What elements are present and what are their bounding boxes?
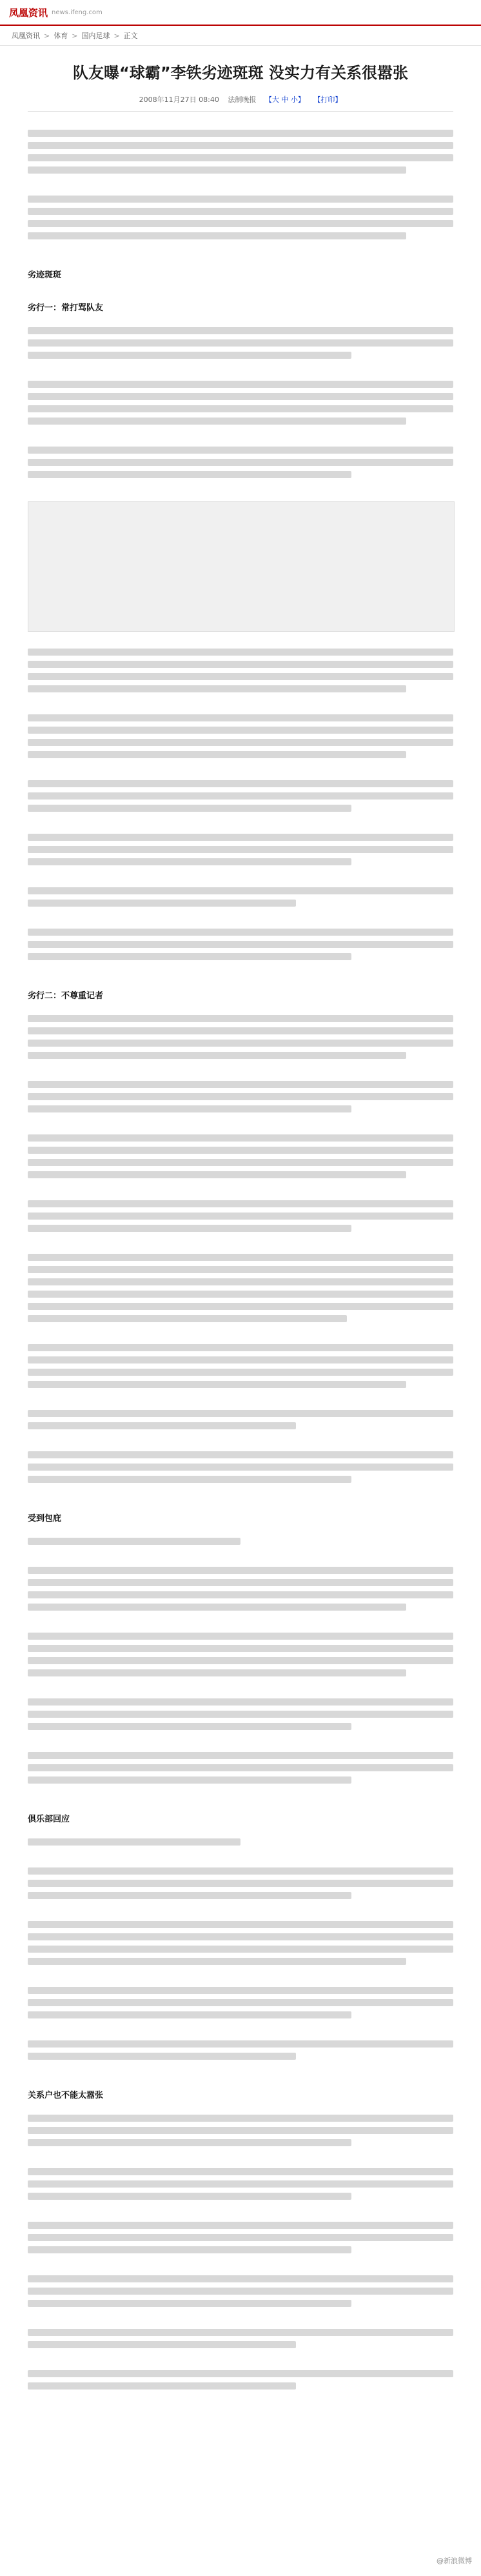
site-header [0,0,481,26]
article-paragraph [28,882,453,912]
article-meta [28,94,453,112]
article-paragraph [28,643,453,698]
article-paragraph [28,1010,453,1064]
article-paragraph [28,2324,453,2353]
article-image [28,501,455,632]
article-paragraph [28,2365,453,2395]
article-paragraph [28,2217,453,2259]
article-paragraph [28,1405,453,1434]
breadcrumb: 凤凰资讯 > 体育 > 国内足球 > 正文 [0,26,481,46]
article [28,46,453,2406]
article-paragraph [28,2109,453,2151]
article-paragraph [28,1562,453,1616]
breadcrumb-item[interactable]: 国内足球 [81,32,110,40]
article-paragraph [28,775,453,817]
article-paragraph [28,923,453,965]
article-paragraph [28,1195,453,1237]
article-paragraph [28,829,453,870]
section-subhead: 劣迹斑斑 [28,270,62,280]
article-paragraph [28,2035,453,2065]
article-date: 2008年11月27日 08:40 [139,96,219,104]
article-source[interactable]: 法制晚报 [228,96,257,104]
article-paragraph [28,441,453,483]
watermark: @新浪微博 [437,2557,472,2565]
article-paragraph [28,1446,453,1488]
article-paragraph [28,376,453,430]
article-paragraph [28,2163,453,2205]
article-paragraph [28,1533,453,1550]
breadcrumb-item[interactable]: 凤凰资讯 [12,32,40,40]
article-paragraph [28,1747,453,1789]
article-paragraph [28,1833,453,1851]
article-paragraph [28,322,453,364]
article-paragraph [28,1916,453,1970]
article-paragraph [28,1693,453,1735]
article-paragraph [28,2270,453,2312]
breadcrumb-item[interactable]: 体育 [54,32,68,40]
article-body [28,125,453,2406]
section-subhead: 劣行一：常打骂队友 [28,303,104,313]
font-size-controls[interactable]: 【大 中 小】 [264,96,305,104]
site-logo[interactable]: 凤凰资讯 [9,6,48,19]
section-subhead: 劣行二：不尊重记者 [28,991,104,1001]
section-subhead: 受到包庇 [28,1514,62,1524]
article-paragraph [28,1982,453,2024]
section-subhead: 关系户也不能太嚣张 [28,2091,104,2100]
article-paragraph [28,190,453,245]
site-url: news.ifeng.com [52,8,103,16]
article-paragraph [28,1076,453,1118]
section-subhead: 俱乐部回应 [28,1815,70,1824]
article-paragraph [28,1862,453,1904]
article-paragraph [28,1249,453,1327]
article-paragraph [28,709,453,763]
print-link[interactable]: 【打印】 [313,96,342,104]
article-title: 队友曝“球霸”李铁劣迹斑斑 没实力有关系很嚣张 [73,64,408,82]
article-paragraph [28,1627,453,1682]
article-paragraph [28,1129,453,1183]
breadcrumb-item: 正文 [123,32,138,40]
article-paragraph [28,125,453,179]
article-paragraph [28,1339,453,1393]
